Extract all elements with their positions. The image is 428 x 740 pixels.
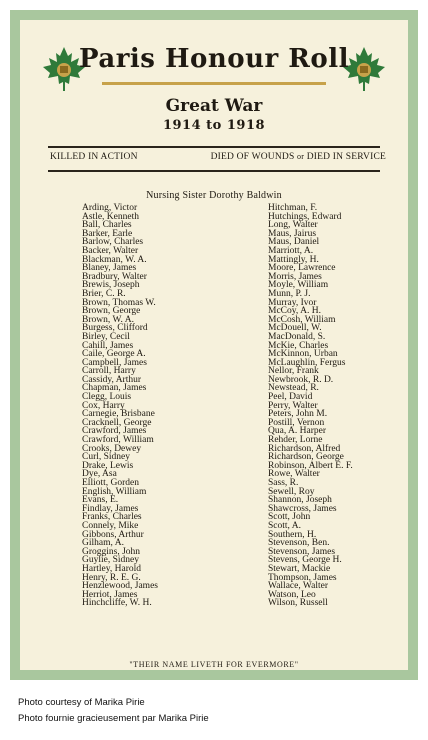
- name-entry: Stevenson, Ben.: [268, 538, 330, 549]
- name-entry: Brown, George: [82, 306, 141, 317]
- name-entry: Gilham, A.: [82, 538, 124, 549]
- name-entry: Shawcross, James: [268, 503, 337, 514]
- name-entry: McCosh, William: [268, 314, 336, 325]
- title-underline: [102, 82, 326, 85]
- name-entry: Mattingly, H.: [268, 254, 319, 265]
- name-entry: Birley, Cecil: [82, 331, 130, 342]
- name-entry: Chapman, James: [82, 383, 147, 394]
- name-entry: Carroll, Harry: [82, 366, 136, 377]
- name-entry: Newbrook, R. D.: [268, 374, 334, 385]
- name-entry: Evans, E.: [82, 495, 119, 506]
- name-entry: Ball, Charles: [82, 220, 132, 231]
- name-entry: Stewart, Mackie: [268, 563, 331, 574]
- name-entry: Henry, R. E. G.: [82, 572, 141, 583]
- name-entry: Southern, H.: [268, 529, 317, 540]
- name-entry: Perry, Walter: [268, 400, 318, 411]
- name-entry: Watson, Leo: [268, 589, 316, 600]
- name-entry: Brewis, Joseph: [82, 280, 140, 291]
- name-entry: Dye, Asa: [82, 469, 117, 480]
- names-list-right: [268, 204, 353, 608]
- subtitle: Great War: [165, 96, 263, 116]
- name-entry: Scott, A.: [268, 520, 301, 531]
- name-entry: Astle, Kenneth: [82, 211, 139, 222]
- name-entry: Crawford, William: [82, 435, 154, 446]
- name-entry: Cahill, James: [82, 340, 134, 351]
- name-entry: Carnegie, Brisbane: [82, 409, 155, 420]
- name-entry: McKie, Charles: [268, 340, 329, 351]
- name-entry: Bradbury, Walter: [82, 271, 147, 282]
- name-entry: Hartley, Harold: [82, 563, 141, 574]
- name-entry: Henzlewood, James: [82, 581, 158, 592]
- name-entry: Caile, George A.: [82, 349, 146, 360]
- name-entry: Clegg, Louis: [82, 392, 132, 403]
- header-or: or: [297, 152, 305, 161]
- name-entry: McLaughlin, Fergus: [268, 357, 346, 368]
- name-entry: Maus, Daniel: [268, 237, 320, 248]
- name-entry: Peters, John M.: [268, 409, 328, 420]
- name-entry: Rehder, Lorne: [268, 435, 323, 446]
- names-list-left: [82, 204, 158, 608]
- name-entry: Franks, Charles: [82, 512, 142, 523]
- name-entry: Murray, Ivor: [268, 297, 317, 308]
- name-entry: Blackman, W. A.: [82, 254, 147, 265]
- name-entry: Scott, John: [268, 512, 311, 523]
- name-entry: Moyle, William: [268, 280, 329, 291]
- name-entry: Moore, Lawrence: [268, 263, 336, 274]
- column-header-killed: KILLED IN ACTION: [50, 152, 138, 162]
- name-entry: Connely, Mike: [82, 520, 139, 531]
- name-entry: Brier, C. R.: [82, 288, 126, 299]
- name-entry: Morris, James: [268, 271, 322, 282]
- motto: "THEIR NAME LIVETH FOR EVERMORE": [129, 660, 299, 669]
- name-entry: Campbell, James: [82, 357, 147, 368]
- name-entry: Barker, Earle: [82, 228, 133, 239]
- name-entry: McKinnon, Urban: [268, 349, 338, 360]
- name-entry: Drake, Lewis: [82, 460, 134, 471]
- name-entry: Long, Walter: [268, 220, 318, 231]
- name-entry: Wallace, Walter: [268, 581, 329, 592]
- name-entry: Stevens, George H.: [268, 555, 342, 566]
- name-entry: Groggins, John: [82, 546, 141, 557]
- name-entry: Blaney, James: [82, 263, 137, 274]
- name-entry: Crooks, Dewey: [82, 443, 142, 454]
- name-entry: Cassidy, Arthur: [82, 374, 142, 385]
- name-entry: Elliott, Gorden: [82, 478, 139, 488]
- photo-credit-french: Photo fournie gracieusement par Marika Pirie: [18, 713, 209, 724]
- name-entry: Cox, Harry: [82, 400, 125, 411]
- name-entry: Barlow, Charles: [82, 237, 144, 248]
- name-entry: Postill, Vernon: [268, 417, 325, 428]
- divider: [48, 146, 380, 148]
- name-entry: Sewell, Roy: [268, 486, 315, 497]
- nursing-sister-name: Nursing Sister Dorothy Baldwin: [146, 190, 282, 201]
- name-entry: Wilson, Russell: [268, 598, 328, 609]
- honour-roll-sheet: [20, 20, 408, 670]
- document-frame: [10, 10, 418, 680]
- name-entry: Qua, A. Harper: [268, 426, 327, 437]
- name-entry: McCoy, A. H.: [268, 306, 321, 317]
- name-entry: Hinchcliffe, W. H.: [82, 598, 152, 609]
- header-died-in-service: DIED IN SERVICE: [306, 152, 386, 162]
- name-entry: Munn, P. J.: [268, 288, 311, 299]
- name-entry: Crawford, James: [82, 426, 147, 437]
- name-entry: Hutchings, Edward: [268, 211, 342, 222]
- name-entry: Maus, Jairus: [268, 228, 317, 239]
- name-entry: McDouell, W.: [268, 323, 322, 334]
- name-entry: Hitchman, F.: [268, 203, 318, 213]
- name-entry: MacDonald, S.: [268, 331, 326, 342]
- name-entry: Stevenson, James: [268, 546, 336, 557]
- name-entry: Richardson, George: [268, 452, 344, 463]
- name-entry: Brown, Thomas W.: [82, 297, 156, 308]
- name-entry: Robinson, Albert E. F.: [268, 460, 353, 471]
- name-entry: Herriot, James: [82, 589, 138, 600]
- name-entry: Arding, Victor: [82, 203, 138, 213]
- name-entry: Richardson, Alfred: [268, 443, 341, 454]
- name-entry: Burgess, Clifford: [82, 323, 148, 334]
- name-entry: English, William: [82, 486, 147, 497]
- page-title: Paris Honour Roll: [79, 44, 349, 74]
- name-entry: Peel, David: [268, 392, 313, 403]
- name-entry: Shannon, Joseph: [268, 495, 332, 506]
- column-header-died: [211, 152, 386, 162]
- name-entry: Nellor, Frank: [268, 366, 319, 377]
- name-entry: Cracknell, George: [82, 417, 152, 428]
- name-entry: Rowe, Walter: [268, 469, 320, 480]
- name-entry: Newstead, R.: [268, 383, 319, 394]
- name-entry: Guylie, Sidney: [82, 555, 139, 566]
- header-died-of-wounds: DIED OF WOUNDS: [210, 152, 295, 162]
- name-entry: Backer, Walter: [82, 245, 139, 256]
- name-entry: Marriott, A.: [268, 245, 314, 256]
- name-entry: Findlay, James: [82, 503, 139, 514]
- name-entry: Curl, Sidney: [82, 452, 131, 463]
- divider: [48, 170, 380, 172]
- name-entry: Brown, W. A.: [82, 314, 134, 325]
- name-entry: Thompson, James: [268, 572, 337, 583]
- name-entry: Gibbons, Arthur: [82, 529, 144, 540]
- date-range: 1914 to 1918: [162, 118, 266, 133]
- name-entry: Sass, R.: [268, 478, 299, 488]
- photo-credit-english: Photo courtesy of Marika Pirie: [18, 697, 145, 708]
